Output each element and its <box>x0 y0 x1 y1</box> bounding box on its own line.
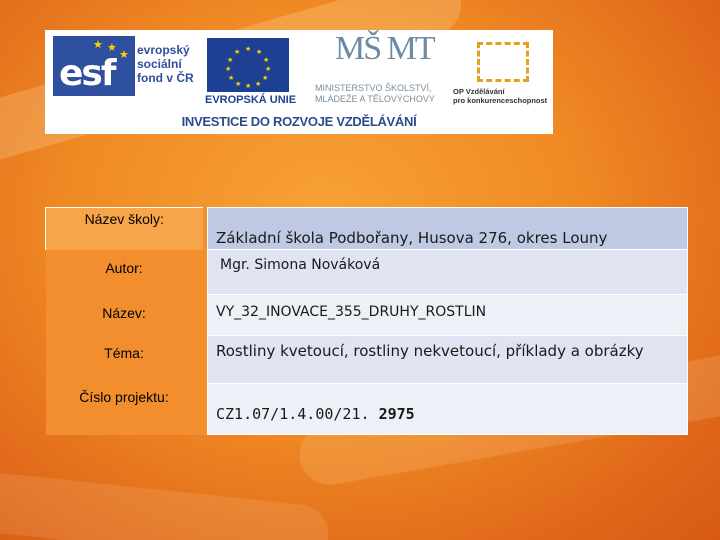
table-row <box>46 384 688 435</box>
value-topic: Rostliny kvetoucí, rostliny nekvetoucí, příklady a obrázky <box>208 336 688 384</box>
label-title: Název: <box>46 295 203 336</box>
value-project-number <box>208 384 688 435</box>
value-author: Mgr. Simona Nováková <box>208 250 688 295</box>
esf-text-line1: evropský <box>137 43 190 57</box>
table-row <box>46 336 688 384</box>
esf-text-line3: fond v ČR <box>137 71 194 85</box>
msmt-logo: MŠ MT <box>335 30 434 67</box>
op-logo-icon <box>477 42 529 82</box>
op-text-line2: pro konkurenceschopnost <box>453 96 548 105</box>
label-author: Autor: <box>46 250 203 295</box>
label-project-number: Číslo projektu: <box>46 384 203 435</box>
label-topic: Téma: <box>46 336 203 384</box>
table-row <box>46 295 688 336</box>
info-table <box>45 207 688 435</box>
background-streak <box>0 470 331 540</box>
banner-slogan: INVESTICE DO ROZVOJE VZDĚLÁVÁNÍ <box>181 114 417 129</box>
label-school-name: Název školy: <box>46 208 203 250</box>
table-row <box>46 250 688 295</box>
esf-text-line2: sociální <box>137 57 182 71</box>
value-title: VY_32_INOVACE_355_DRUHY_ROSTLIN <box>208 295 688 336</box>
table-row <box>46 208 688 250</box>
logo-banner <box>45 30 553 134</box>
project-number-suffix: 2975 <box>378 405 415 423</box>
msmt-text-line1: MINISTERSTVO ŠKOLSTVÍ, <box>315 83 432 93</box>
eu-label: EVROPSKÁ UNIE <box>205 94 297 106</box>
eu-flag-icon: ★ ★ ★ ★ ★ ★ ★ ★ ★ ★ ★ ★ <box>207 38 289 92</box>
star-icon: ★ <box>119 48 129 61</box>
esf-letters: esf <box>59 53 115 94</box>
star-icon: ★ <box>93 38 103 51</box>
value-school-name: Základní škola Podbořany, Husova 276, okres Louny <box>208 208 688 250</box>
project-number-prefix: CZ1.07/1.4.00/21. <box>216 405 370 423</box>
op-text-line1: OP Vzdělávání <box>453 87 505 96</box>
msmt-text-line2: MLÁDEŽE A TĚLOVÝCHOVY <box>315 94 435 104</box>
esf-logo <box>53 36 135 96</box>
star-icon: ★ <box>107 41 117 54</box>
